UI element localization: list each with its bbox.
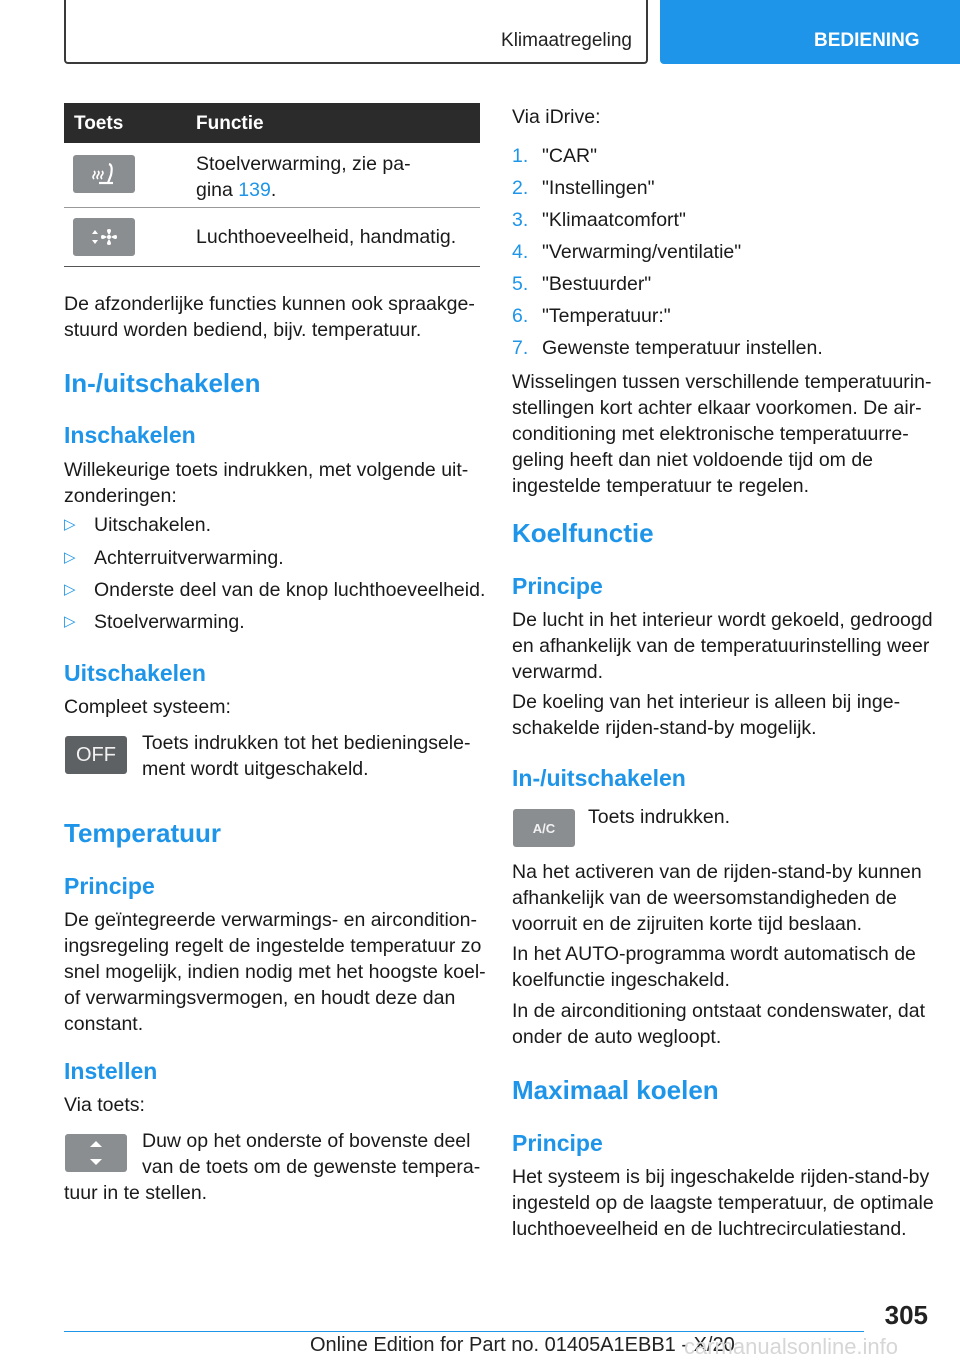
seat-heating-button [73,155,135,193]
watermark: carmanualsonline.info [684,1334,899,1359]
heading-onoff-ac: In-/uitschakelen [512,765,686,791]
on-text: Willekeurige toets indrukken, met volgende uit- zonderingen: [64,459,469,507]
intro-text: De afzonderlijke functies kunnen ook spraakge- stuurd worden bediend, bijv. temperatuur. [64,293,475,341]
heading-principle: Principe [512,1130,603,1156]
section-title: Klimaatregeling [501,30,632,51]
table-header [64,103,480,143]
edition-text: Online Edition for Part no. 01405A1EBB1 - X/20 [310,1334,735,1356]
table-row [64,143,480,208]
header-frame [64,0,648,64]
cool-text-2: De koeling van het interieur is alleen bij inge- schakelde rijden-stand-by mogelijk. [512,691,901,739]
chapter-tab: BEDIENING [660,0,960,64]
off-button: OFF [65,736,127,774]
page-link[interactable]: 139 [238,179,271,201]
heading-max-cooling: Maximaal koelen [512,1075,719,1105]
key-function-table [64,103,480,267]
set-desc-top: Duw op het onderste of bovenste deel van de toets om de gewenste tempera- [142,1130,481,1178]
heading-onoff: In-/uitschakelen [64,368,261,398]
off-desc: Toets indrukken tot het bedieningsele- ment wordt uitgeschakeld. [142,732,471,780]
seat-heating-desc: Stoelverwarming, zie pa- gina 139. [196,153,411,201]
triangle-icon: ▷ [64,549,76,566]
max-text: Het systeem is bij ingeschakelde rijden-stand-by ingesteld op de laagste temperatuur, de optimale luchthoeveelheid en de luchtrecirculatiestand. [512,1166,934,1240]
triangle-icon: ▷ [64,581,76,598]
heading-set: Instellen [64,1058,158,1084]
seat-heating-icon [89,161,119,187]
ac-text-3: In de airconditioning ontstaat condenswater, dat onder de auto wegloopt. [512,1000,926,1048]
fan-speed-icon [88,225,120,249]
up-down-arrows-icon [86,1138,106,1168]
table-row [64,208,480,267]
col-function-header: Functie [196,113,264,134]
via-idrive: Via iDrive: [512,106,601,128]
off-text: Compleet systeem: [64,696,231,718]
heading-off: Uitschakelen [64,660,206,686]
set-desc-bottom: tuur in te stellen. [64,1182,208,1204]
heading-principle: Principe [512,573,603,599]
page-number: 305 [884,1300,928,1330]
heading-cooling: Koelfunctie [512,518,654,548]
heading-on: Inschakelen [64,422,196,448]
temperature-button [65,1134,127,1172]
temp-text: De geïntegreerde verwarmings- en aircondition- ingsregeling regelt de ingestelde temperatuur zo snel mogelijk, indien nodig met het hoogste koel- of verwarmingsvermogen, en houdt deze dan constant. [64,909,486,1035]
cool-text-1: De lucht in het interieur wordt gekoeld, gedroogd en afhankelijk van de temperatuurinstelling weer verwarmd. [512,609,933,683]
ac-text-1: Na het activeren van de rijden-stand-by kunnen afhankelijk van de weersomstandigheden de voorruit en de zijruiten korte tijd beslaan. [512,861,922,935]
heading-principle: Principe [64,873,155,899]
ac-button: A/C [513,809,575,847]
set-text: Via toets: [64,1094,145,1116]
ac-desc: Toets indrukken. [588,806,730,828]
fan-speed-button [73,218,135,256]
col-key-header: Toets [74,113,124,134]
triangle-icon: ▷ [64,613,76,630]
heading-temperature: Temperatuur [64,818,221,848]
fan-speed-desc: Luchthoeveelheid, handmatig. [196,226,457,248]
switch-text: Wisselingen tussen verschillende temperatuurin- stellingen kort achter elkaar voorkomen. De air- conditioning met elektronische temperatuurre- geling heeft dan niet voldoende tijd om de ingestelde temperatuur te regelen. [512,371,932,497]
ac-text-2: In het AUTO-programma wordt automatisch de koelfunctie ingeschakeld. [512,943,916,991]
triangle-icon: ▷ [64,516,76,533]
footer-divider [64,1331,864,1332]
